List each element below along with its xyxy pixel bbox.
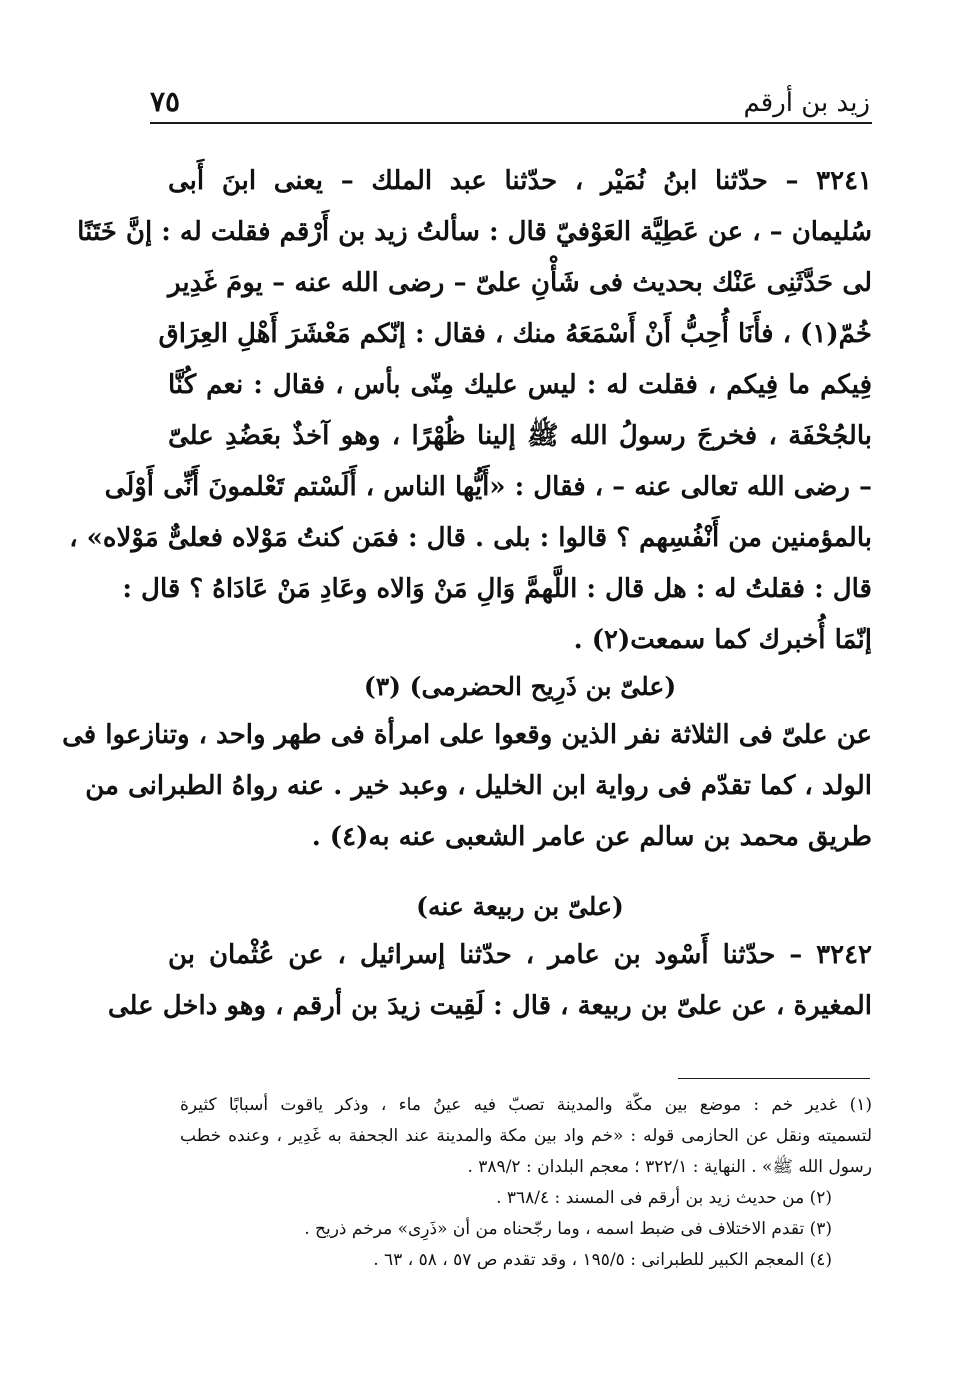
hadith-3241-line-1: ٣٢٤١ – حدّثنا ابنُ نُمَيْر ، حدّثنا عبد الملك – يعنى ابنَ أَبى <box>168 166 872 196</box>
section-ali-ibn-dharih <box>62 664 872 863</box>
hadith-3242-line-1: ٣٢٤٢ – حدّثنا أَسْود بن عامر ، حدّثنا إسرائيل ، عن عُثْمان بن <box>168 940 872 970</box>
hadith-3241-line-10: إنّمَا أُخبرك كما سمعت(٢) . <box>573 625 872 655</box>
hadith-3241-line-9: قال : فقلتُ له : هل قال : اللَّهمَّ وَالِ مَنْ وَالاه وعَادِ مَنْ عَادَاهُ ؟ قال : <box>122 574 872 604</box>
footnote-1-line-2: لتسميته ونقل عن الحازمى قوله : «خم واد بين مكة والمدينة عند الجحفة به غَدِير ، وعنده خطب <box>180 1126 872 1146</box>
section-heading: (علىّ بن ذَرِيح الحضرمى) (٣) <box>363 672 677 701</box>
section-1-line-1: عن علىّ فى الثلاثة نفر الذين وقعوا على امرأة فى طهر واحد ، وتنازعوا فى <box>62 720 872 750</box>
hadith-3241-line-5: فِيكم ما فِيكم ، فقلت له : ليس عليك مِنّى بأس ، فقال : نعم كُنَّا <box>168 370 872 400</box>
footnote-1-line-1: (١) غدير خم : موضع بين مكّة والمدينة تصبّ فيه عينُ ماء ، وذكر ياقوت أسبابًا كثيرة <box>180 1095 872 1115</box>
hadith-3241-line-3: لى حَدَّثَنِى عَنْك بحديث فى شَأْنِ علىّ – رضى الله عنه – يومَ غَدِير <box>168 268 872 298</box>
footnote-4: (٤) المعجم الكبير للطبرانى : ١٩٥/٥ ، وقد تقدم ص ٥٧ ، ٥٨ ، ٦٣ . <box>373 1250 832 1270</box>
hadith-3241-line-4: خُمّ(١) ، فأَنَا أُحِبُّ أَنْ أَسْمَعَهُ منك ، فقال : إنّكم مَعْشَرَ أَهْلِ العِرَاق <box>158 319 872 349</box>
section-ali-ibn-rabia <box>107 884 872 1032</box>
hadith-3241-line-2: سُليمان – ، عن عَطِيَّة العَوْفيّ قال : سألتُ زيد بن أَرْقم فقلت له : إنَّ خَتَنًا <box>77 217 872 247</box>
footnote-2: (٢) من حديث زيد بن أرقم فى المسند : ٣٦٨/٤ . <box>496 1188 832 1208</box>
section-1-line-3: طريق محمد بن سالم عن عامر الشعبى عنه به(٤) . <box>311 822 872 852</box>
header-rule <box>150 122 872 124</box>
hadith-3242-line-2: المغيرة ، عن علىّ بن ربيعة ، قال : لَقِيت زيدَ بن أرقم ، وهو داخل على <box>107 991 872 1021</box>
section-heading: (علىّ بن ربيعة عنه) <box>416 892 624 921</box>
hadith-3241-line-6: بالجُحْفَة ، فخرجَ رسولُ الله ﷺ إلينا ظُهْرًا ، وهو آخذٌ بعَضُدِ علىّ <box>168 421 872 451</box>
hadith-3241-line-8: بالمؤمنين من أَنْفُسِهم ؟ قالوا : بلى . قال : فمَن كنتُ مَوْلاه فعلىٌّ مَوْلاه» ، <box>69 523 872 553</box>
running-title: زيد بن أرقم <box>743 88 870 118</box>
hadith-3241 <box>69 156 872 666</box>
section-1-line-2: الولد ، كما تقدّم فى رواية ابن الخليل ، وعبد خير . عنه رواهُ الطبرانى من <box>85 771 872 801</box>
footnotes <box>180 1090 872 1276</box>
running-header <box>150 78 870 118</box>
footnote-rule <box>678 1078 870 1079</box>
page-number: ٧٥ <box>150 85 181 118</box>
hadith-3241-line-7: – رضى الله تعالى عنه – ، فقال : «أَيُّها الناس ، أَلَسْتم تَعْلمونَ أَنِّى أَوْلَى <box>104 472 872 502</box>
footnote-3: (٣) تقدم الاختلاف فى ضبط اسمه ، وما رجّحناه من أن «ذَرِى» مرخم ذريح . <box>304 1219 832 1239</box>
footnote-1-line-3: رسول الله ﷺ» . النهاية : ٣٢٢/١ ؛ معجم البلدان : ٣٨٩/٢ . <box>467 1157 872 1177</box>
